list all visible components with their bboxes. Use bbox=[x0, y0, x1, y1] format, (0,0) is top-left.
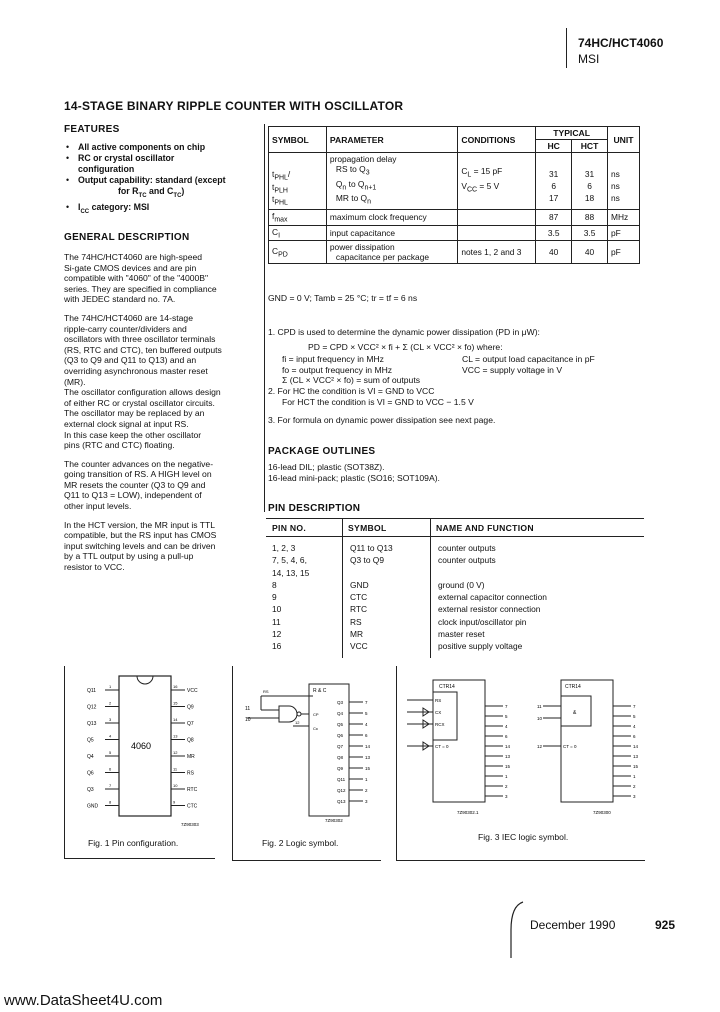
pin-col-pin: PIN NO. bbox=[272, 523, 307, 533]
col-unit: UNIT bbox=[608, 127, 640, 153]
col-hct: HCT bbox=[572, 140, 608, 153]
pin-number: 4 bbox=[109, 733, 112, 739]
pin-number: 3 bbox=[109, 717, 112, 722]
pin-number: 9 bbox=[173, 799, 176, 805]
figure-1-frame bbox=[64, 666, 215, 859]
features-heading: FEATURES bbox=[64, 124, 120, 135]
output-label: Q11 bbox=[337, 777, 346, 782]
figure-2-frame bbox=[232, 666, 381, 861]
pin-configuration-diagram bbox=[65, 666, 215, 836]
pin-number: 6 bbox=[365, 733, 368, 738]
svg-text:10: 10 bbox=[245, 717, 251, 723]
svg-text:CTR14: CTR14 bbox=[439, 684, 455, 690]
pin-number: 13 bbox=[505, 754, 511, 759]
svg-text:12: 12 bbox=[537, 744, 543, 749]
pin-label: Q11 bbox=[87, 688, 97, 694]
pin-number: 7 bbox=[633, 704, 636, 709]
iec-logic-symbol-diagram bbox=[397, 666, 645, 826]
pin-label: Q9 bbox=[187, 704, 194, 711]
svg-text:CP: CP bbox=[313, 712, 319, 717]
table-row: $C_I$ input capacitance 3.5 3.5 pF bbox=[269, 225, 640, 241]
pin-label: Q3 bbox=[87, 787, 94, 793]
output-label: Q5 bbox=[337, 722, 344, 727]
pin-number: 14 bbox=[633, 744, 639, 749]
svg-text:CD: CD bbox=[313, 726, 319, 731]
pin-description-heading: PIN DESCRIPTION bbox=[268, 503, 361, 514]
svg-text:CTR14: CTR14 bbox=[565, 684, 581, 690]
watermark: www.DataSheet4U.com bbox=[4, 992, 163, 1009]
pin-number: 5 bbox=[633, 714, 636, 719]
pin-number: 6 bbox=[505, 734, 508, 739]
pin-number: 15 bbox=[173, 700, 178, 706]
output-label: Q6 bbox=[337, 733, 344, 738]
svg-text:R & C: R & C bbox=[313, 688, 327, 694]
pin-number: 7 bbox=[365, 700, 368, 705]
pin-number: 3 bbox=[365, 799, 368, 804]
col-parameter: PARAMETER bbox=[326, 127, 457, 153]
svg-text:RS: RS bbox=[435, 698, 442, 703]
svg-text:11: 11 bbox=[537, 704, 542, 709]
description-paragraph: The counter advances on the negative- going transition of RS. A HIGH level on MR resets the counter (Q3 to Q9 and Q11 to Q13 = LOW), independent of other input levels. bbox=[64, 458, 214, 512]
pin-number: 1 bbox=[505, 774, 508, 779]
page-number: 925 bbox=[655, 918, 676, 932]
svg-text:CT = 0: CT = 0 bbox=[563, 744, 577, 749]
logic-symbol-diagram bbox=[233, 666, 381, 826]
pin-number: 14 bbox=[505, 744, 511, 749]
pin-number: 13 bbox=[173, 733, 178, 739]
output-label: Q9 bbox=[337, 766, 344, 771]
pin-number: 11 bbox=[173, 766, 178, 772]
header-rule bbox=[566, 28, 567, 68]
pin-number: 2 bbox=[365, 788, 368, 793]
pin-number: 16 bbox=[173, 684, 178, 689]
pin-label: RTC bbox=[187, 787, 198, 793]
package-outlines-heading: PACKAGE OUTLINES bbox=[268, 446, 376, 457]
feature-item: • Output capability: standard (except for $R_{TC}$ and $C_{TC}$) bbox=[66, 175, 226, 199]
pin-number: 1 bbox=[109, 684, 112, 689]
figure-code: 7Z90302.1 bbox=[457, 810, 479, 815]
pin-number: 8 bbox=[109, 799, 112, 805]
description-paragraph: The 74HC/HCT4060 are 14-stage ripple-carry counter/dividers and oscillators with three oscillator terminals (RS, RTC and CTC), ten buffered outputs (Q3 to Q9 and Q11 to Q13) and an overriding asynchronous master reset (MR). The oscillator configuration allows design of either RC or crystal oscillator circuits. The oscillator may be replaced by an external clock signal at input RS. In this case keep the other oscillator pins (RTC and CTC) floating. bbox=[64, 312, 222, 451]
footer-bracket bbox=[505, 900, 525, 960]
pin-number: 13 bbox=[633, 754, 639, 759]
pin-label: Q13 bbox=[87, 721, 97, 727]
svg-text:&: & bbox=[573, 710, 577, 716]
table-row: 12 MR master reset bbox=[272, 629, 485, 640]
output-label: Q8 bbox=[337, 755, 344, 760]
pin-number: 3 bbox=[633, 794, 636, 799]
pin-label: VCC bbox=[187, 688, 198, 694]
pin-number: 1 bbox=[365, 777, 368, 782]
table-row: 7, 5, 4, 6, Q3 to Q9 counter outputs bbox=[272, 555, 496, 566]
description-paragraph: In the HCT version, the MR input is TTL compatible, but the RS input has CMOS input switching levels and can be driven by a TTL output by using a pull-up resistor to VCC. bbox=[64, 519, 217, 573]
table-row: 10 RTC external resistor connection bbox=[272, 604, 541, 615]
pin-number: 10 bbox=[173, 783, 178, 788]
output-label: Q3 bbox=[337, 700, 344, 705]
table-row: $C_{PD}$ power dissipation capacitance per package notes 1, 2 and 3 40 40 pF bbox=[269, 241, 640, 264]
output-label: Q13 bbox=[337, 799, 346, 804]
pin-number: 5 bbox=[505, 714, 508, 719]
pin-number: 4 bbox=[505, 724, 508, 729]
svg-text:10: 10 bbox=[537, 716, 543, 721]
pin-number: 1 bbox=[633, 774, 636, 779]
pin-col-symbol: SYMBOL bbox=[348, 523, 387, 533]
figure-1-caption: Fig. 1 Pin configuration. bbox=[88, 838, 179, 848]
svg-text:RS: RS bbox=[263, 689, 269, 694]
quick-reference-table bbox=[268, 126, 640, 264]
pin-number: 2 bbox=[505, 784, 508, 789]
pin-number: 13 bbox=[365, 755, 371, 760]
svg-text:11: 11 bbox=[245, 706, 251, 712]
pin-number: 14 bbox=[365, 744, 371, 749]
feature-item: • $I_{CC}$ category: MSI bbox=[66, 201, 150, 215]
part-number: 74HC/HCT4060 bbox=[578, 36, 664, 50]
pin-number: 4 bbox=[633, 724, 636, 729]
figure-code: 7Z90300 bbox=[593, 810, 611, 815]
col-hc: HC bbox=[536, 140, 572, 153]
svg-text:CT = 0: CT = 0 bbox=[435, 744, 449, 749]
feature-item: • RC or crystal oscillator configuration bbox=[66, 153, 175, 174]
table-conditions-footer: GND = 0 V; Tamb = 25 °C; tr = tf = 6 ns bbox=[268, 293, 418, 303]
general-description-text bbox=[64, 252, 264, 573]
pin-label: Q12 bbox=[87, 704, 97, 711]
svg-text:CX: CX bbox=[435, 710, 442, 715]
pin-label: Q5 bbox=[87, 737, 94, 744]
device-class: MSI bbox=[578, 52, 600, 66]
notes: 1. CPD is used to determine the dynamic power dissipation (PD in μW): PD = CPD × VCC² × fi + Σ (CL × VCC² × fo) where: fi = input frequency in MHz fo = output frequency in MHz Σ (CL × VCC² × fo) = sum of outputs CL = output load capacitance in pF VCC = supply voltage in V 2. For HC the condition is VI = GND to VCC For HCT the condition is VI = GND to VCC − 1.5 V 3. For formula on dynamic power dissipation see next page. bbox=[268, 327, 595, 426]
table-row: 8 GND ground (0 V) bbox=[272, 579, 485, 590]
features-list bbox=[66, 142, 266, 218]
col-symbol: SYMBOL bbox=[269, 127, 327, 153]
svg-text:RCX: RCX bbox=[435, 722, 445, 727]
figure-code: 7Z90303 bbox=[181, 822, 199, 827]
table-row: 16 VCC positive supply voltage bbox=[272, 641, 523, 652]
table-row: 14, 13, 15 bbox=[272, 567, 310, 578]
pin-label: Q6 bbox=[87, 770, 94, 777]
figure-3-caption: Fig. 3 IEC logic symbol. bbox=[478, 832, 569, 842]
pin-number: 15 bbox=[505, 764, 511, 769]
pin-label: GND bbox=[87, 803, 99, 810]
pin-number: 4 bbox=[365, 722, 368, 727]
pin-number: 3 bbox=[505, 794, 508, 799]
output-label: Q12 bbox=[337, 788, 346, 793]
pin-number: 15 bbox=[365, 766, 371, 771]
pin-label: Q4 bbox=[87, 754, 94, 760]
pin-number: 12 bbox=[173, 750, 178, 755]
pin-col-name: NAME AND FUNCTION bbox=[436, 523, 534, 533]
pin-number: 14 bbox=[173, 717, 178, 722]
pin-number: 7 bbox=[109, 783, 112, 788]
table-row: 11 RS clock input/oscillator pin bbox=[272, 616, 527, 627]
pin-number: 6 bbox=[633, 734, 636, 739]
column-divider bbox=[264, 124, 265, 512]
description-paragraph: The 74HC/HCT4060 are high-speed Si-gate CMOS devices and are pin compatible with "4060" of the "4000B" series. They are specified in compliance with JEDEC standard no. 7A. bbox=[64, 252, 217, 305]
table-row: $t_{PHL}/$ $t_{PLH}$ $t_{PHL}$ propagation delay RS to $Q_3$ $Q_n$ to $Q_{n+1}$ MR to $Q_n$ $C_L = 15$ pF $V_{CC} = 5$ V 31 6 17 31 6 18 ns ns ns bbox=[269, 153, 640, 210]
pin-number: 6 bbox=[109, 766, 112, 772]
pin-label: MR bbox=[187, 754, 195, 760]
table-row: $f_{max}$ maximum clock frequency 87 88 MHz bbox=[269, 210, 640, 226]
figure-2-caption: Fig. 2 Logic symbol. bbox=[262, 838, 339, 848]
page-title: 14-STAGE BINARY RIPPLE COUNTER WITH OSCILLATOR bbox=[64, 99, 404, 113]
pin-number: 2 bbox=[633, 784, 636, 789]
pin-number: 7 bbox=[505, 704, 508, 709]
output-label: Q4 bbox=[337, 711, 344, 716]
pin-number: 5 bbox=[365, 711, 368, 716]
pin-number: 5 bbox=[109, 750, 112, 755]
pin-label: RS bbox=[187, 770, 194, 777]
pin-number: 2 bbox=[109, 700, 112, 706]
output-label: Q7 bbox=[337, 744, 344, 749]
svg-text:12: 12 bbox=[295, 720, 300, 725]
pin-label: CTC bbox=[187, 803, 198, 810]
col-conditions: CONDITIONS bbox=[458, 127, 536, 153]
col-typical: TYPICAL bbox=[536, 127, 608, 140]
table-row: 1, 2, 3 Q11 to Q13 counter outputs bbox=[272, 543, 496, 553]
general-description-heading: GENERAL DESCRIPTION bbox=[64, 232, 190, 243]
pin-label: Q8 bbox=[187, 737, 194, 744]
footer-date: December 1990 bbox=[530, 918, 616, 932]
table-row: 9 CTC external capacitor connection bbox=[272, 592, 547, 603]
chip-label: 4060 bbox=[131, 741, 152, 751]
figure-code: 7Z90302 bbox=[325, 818, 343, 823]
pin-number: 15 bbox=[633, 764, 639, 769]
feature-item: • All active components on chip bbox=[66, 142, 206, 152]
pin-label: Q7 bbox=[187, 721, 194, 727]
package-outlines-text: 16-lead DIL; plastic (SOT38Z). 16-lead mini-pack; plastic (SO16; SOT109A). bbox=[268, 462, 440, 483]
